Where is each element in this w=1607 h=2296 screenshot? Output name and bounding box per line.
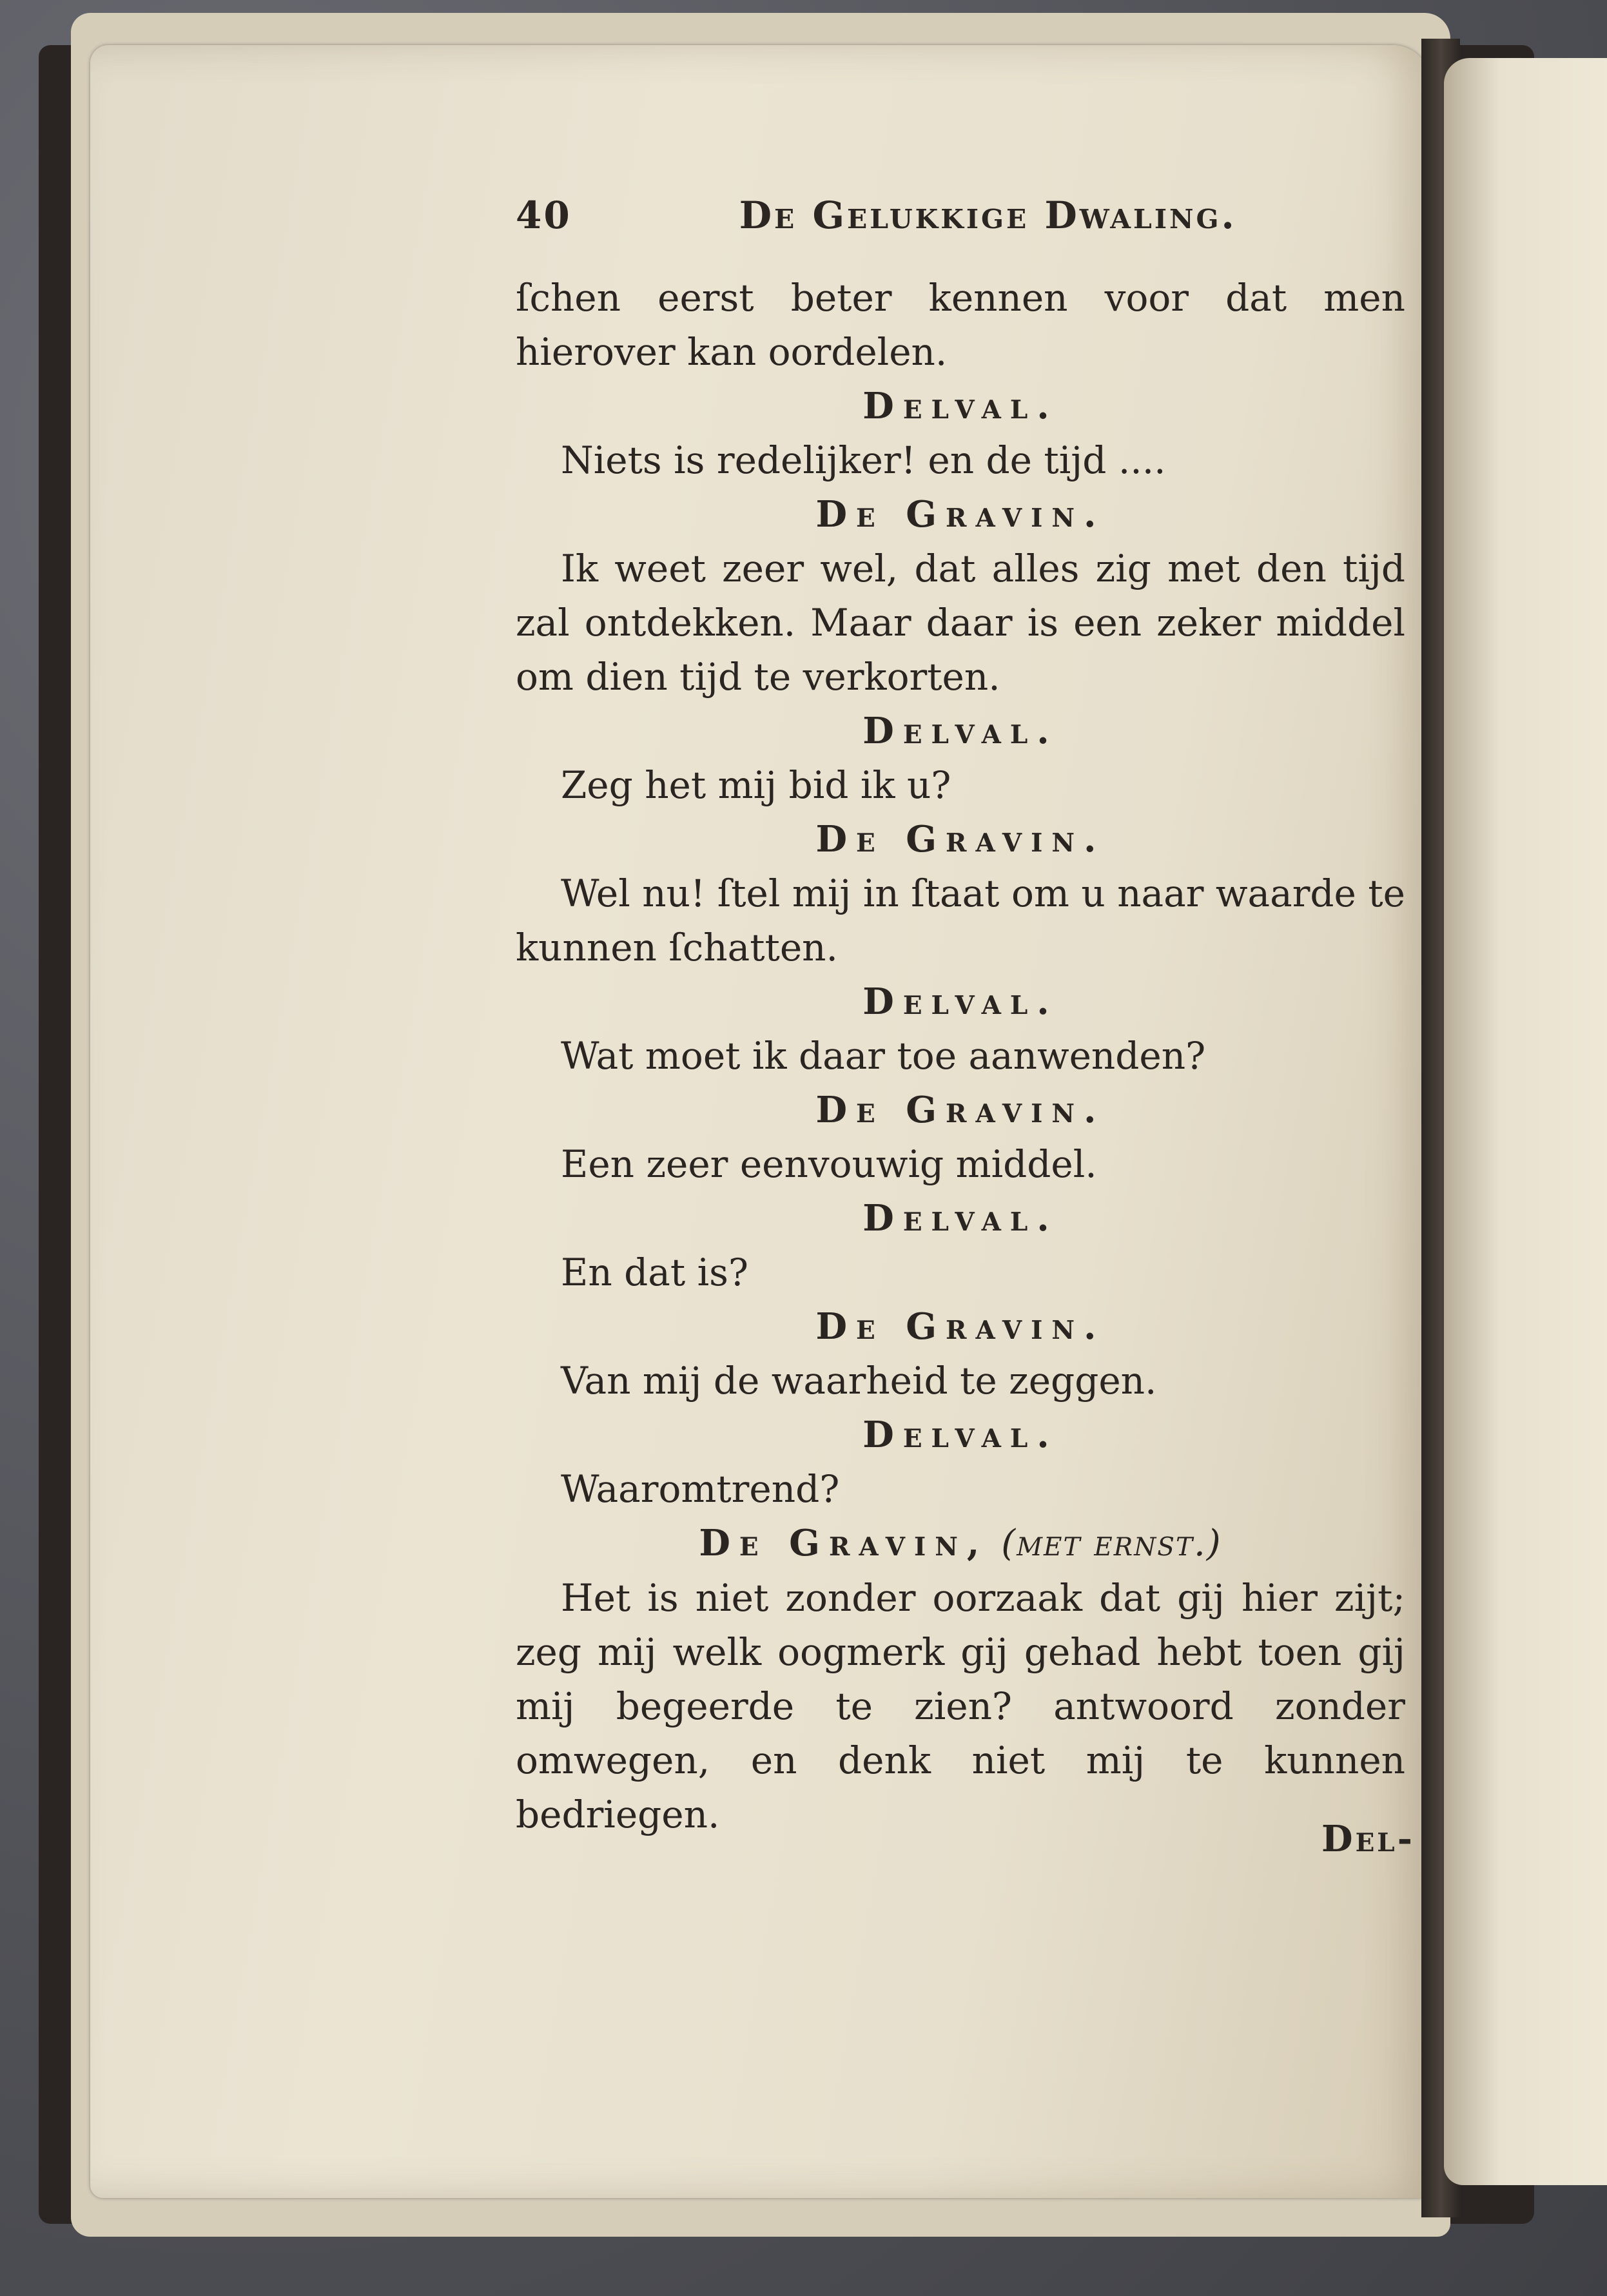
- speaker-name: Delval.: [862, 980, 1058, 1023]
- dialogue-line: Wel nu! ſtel mij in ſtaat om u naar waarde te kunnen ſchatten.: [516, 871, 1405, 969]
- dialogue-line: Wat moet ik daar toe aanwenden?: [561, 1034, 1206, 1078]
- dialogue-line: Ik weet zeer wel, dat alles zig met den tijd zal ontdekken. Maar daar is een zeker middel om dien tijd te verkorten.: [516, 547, 1405, 699]
- dialogue-text: [516, 271, 1405, 1842]
- book-title: De Gelukkige Dwaling.: [739, 193, 1237, 237]
- stage-direction: (met ernst.): [988, 1523, 1222, 1564]
- dialogue-line: Zeg het mij bid ik u?: [561, 763, 951, 807]
- speaker-name: De Gravin.: [815, 493, 1105, 536]
- speaker-heading: [516, 379, 1405, 433]
- speaker-name: De Gravin.: [815, 1089, 1105, 1131]
- page-number: 40: [516, 193, 572, 237]
- speaker-heading: [516, 1516, 1405, 1571]
- running-head: [516, 193, 1418, 237]
- dialogue-line: Niets is redelijker! en de tijd ....: [561, 438, 1166, 482]
- speaker-heading: [516, 975, 1405, 1029]
- speaker-name: Delval.: [862, 710, 1058, 752]
- speaker-name: De Gravin.: [815, 1305, 1105, 1348]
- speaker-heading: [516, 704, 1405, 758]
- speaker-heading: [516, 1299, 1405, 1354]
- dialogue-line: Waaromtrend?: [561, 1467, 840, 1511]
- dialogue-line: Van mij de waarheid te zeggen.: [561, 1359, 1157, 1403]
- speaker-name: Delval.: [862, 385, 1058, 427]
- catchword: Del-: [1321, 1818, 1415, 1860]
- speaker-name: Delval.: [862, 1414, 1058, 1456]
- speaker-heading: [516, 1191, 1405, 1245]
- dialogue-line: En dat is?: [561, 1250, 748, 1294]
- speaker-heading: [516, 487, 1405, 541]
- dialogue-line: ſchen eerst beter kennen voor dat men hierover kan oordelen.: [516, 276, 1405, 374]
- dialogue-line: Een zeer eenvouwig middel.: [561, 1142, 1097, 1186]
- speaker-name: Delval.: [862, 1197, 1058, 1240]
- speaker-heading: [516, 1408, 1405, 1462]
- speaker-name: De Gravin.: [815, 818, 1105, 861]
- speaker-heading: [516, 812, 1405, 866]
- speaker-heading: [516, 1083, 1405, 1137]
- dialogue-line: Het is niet zonder oorzaak dat gij hier zijt; zeg mij welk oogmerk gij gehad hebt toen gij mij begeerde te zien? antwoord zonder omwegen, en denk niet mij te kunnen bedriegen.: [516, 1576, 1405, 1836]
- speaker-name: De Gravin,: [699, 1522, 989, 1564]
- facing-page: [1444, 58, 1607, 2185]
